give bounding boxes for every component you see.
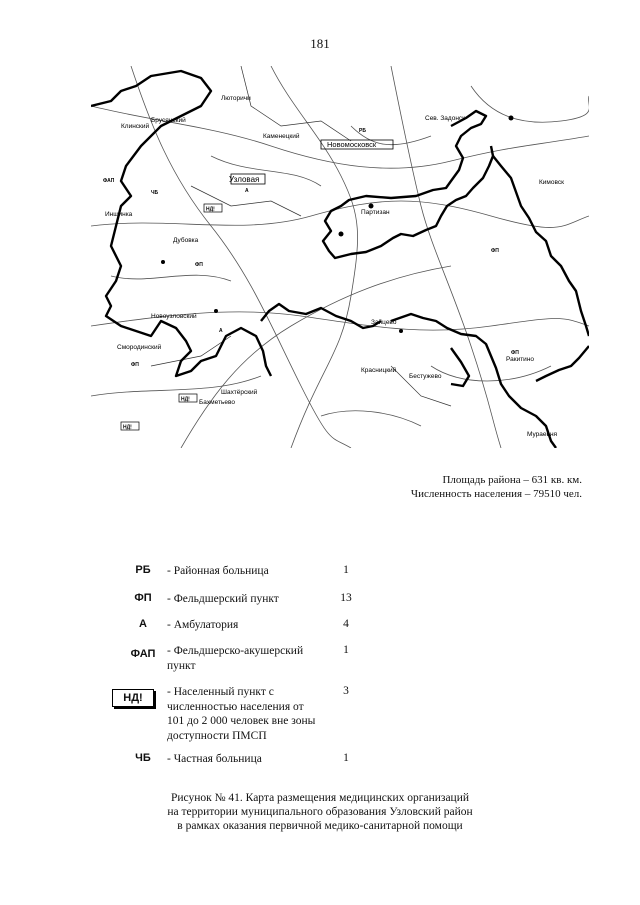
legend-code: ЧБ xyxy=(135,752,151,764)
marker-fap: ФАП xyxy=(103,178,115,184)
legend-count: 1 xyxy=(343,644,349,656)
map-label-lyutorichi: Люторичи xyxy=(221,95,251,102)
legend-count: 1 xyxy=(343,752,349,764)
page-number: 181 xyxy=(310,36,330,51)
legend-description: - Населенный пункт с численностью населения от 101 до 2 000 человек вне зоны доступности ПМСП xyxy=(167,686,316,742)
population-stat: Численность населения – 79510 чел. xyxy=(410,488,582,500)
legend-description: - Фельдшерский пункт xyxy=(167,593,279,605)
legend-code: РБ xyxy=(135,564,151,576)
legend-count: 13 xyxy=(340,592,352,604)
map-label-muraevnya: Мураевня xyxy=(527,431,558,438)
legend-code: А xyxy=(139,618,147,630)
marker-fp-1: ФП xyxy=(195,262,203,268)
legend-description: - Фельдшерско-акушерский пункт xyxy=(167,645,304,672)
map-label-bakhmetyevo: Бахметьево xyxy=(199,399,235,406)
map-label-zaitsevo: Зайцево xyxy=(371,319,397,326)
map-label-bestuzhevo: Бестужево xyxy=(409,373,442,380)
legend-code: ФАП xyxy=(130,648,156,660)
map-label-sev-zadonsk: Сев. Задонск xyxy=(425,115,466,122)
district-boundary xyxy=(91,71,589,448)
legend-count: 1 xyxy=(343,564,349,576)
legend-code: НД! xyxy=(112,689,154,707)
map-svg xyxy=(91,66,589,448)
map-label-shakhtersky: Шахтёрский xyxy=(221,389,258,396)
caption-line-1: Рисунок № 41. Карта размещения медицинских организаций xyxy=(170,792,470,804)
map-label-uzlovaya: Узловая xyxy=(229,175,260,184)
settlement-labels xyxy=(105,95,564,438)
legend-description: - Частная больница xyxy=(167,753,262,765)
map-label-kimovsk: Кимовск xyxy=(539,179,564,186)
marker-chb: ЧБ xyxy=(151,190,159,196)
caption-line-3: в рамках оказания первичной медико-санитарной помощи xyxy=(177,820,463,832)
district-map xyxy=(91,66,589,448)
marker-fp-3: ФП xyxy=(491,248,499,254)
area-stat: Площадь района – 631 кв. км. xyxy=(442,474,582,486)
legend-description: - Амбулатория xyxy=(167,619,239,631)
marker-nd-2: НД! xyxy=(123,424,132,431)
marker-fp-4: ФП xyxy=(511,350,519,356)
map-label-krasnitsky: Красницкий xyxy=(361,367,397,374)
marker-nd-3: НД! xyxy=(181,396,190,403)
caption-line-2: на территории муниципального образования Узловский район xyxy=(167,806,473,818)
map-label-klinsky: Клинский xyxy=(121,123,150,130)
figure-caption xyxy=(0,791,640,833)
marker-a-1: А xyxy=(219,328,223,334)
legend-count: 4 xyxy=(343,618,349,630)
marker-rb: РБ xyxy=(359,128,366,134)
marker-a-2: А xyxy=(245,188,249,194)
map-label-novouzlovsky: Новоузловский xyxy=(151,313,197,320)
map-label-dubovka: Дубовка xyxy=(173,237,199,244)
legend-code: ФП xyxy=(134,592,152,604)
map-label-brusyansky: Брусянский xyxy=(151,117,186,124)
map-label-novomoskovsk: Новомосковск xyxy=(327,140,377,149)
map-label-rakitino: Ракитино xyxy=(506,356,535,363)
map-label-smorodinsky: Смородинский xyxy=(117,344,162,351)
map-label-partizan: Партизан xyxy=(361,209,390,216)
marker-nd-1: НД! xyxy=(206,206,215,213)
legend-description: - Районная больница xyxy=(167,565,269,577)
district-stats xyxy=(411,473,582,501)
map-label-inshinka: Иншинка xyxy=(105,211,133,218)
map-label-kamenetsky: Каменецкий xyxy=(263,133,300,140)
marker-fp-2: ФП xyxy=(131,362,139,368)
legend-count: 3 xyxy=(343,685,349,697)
